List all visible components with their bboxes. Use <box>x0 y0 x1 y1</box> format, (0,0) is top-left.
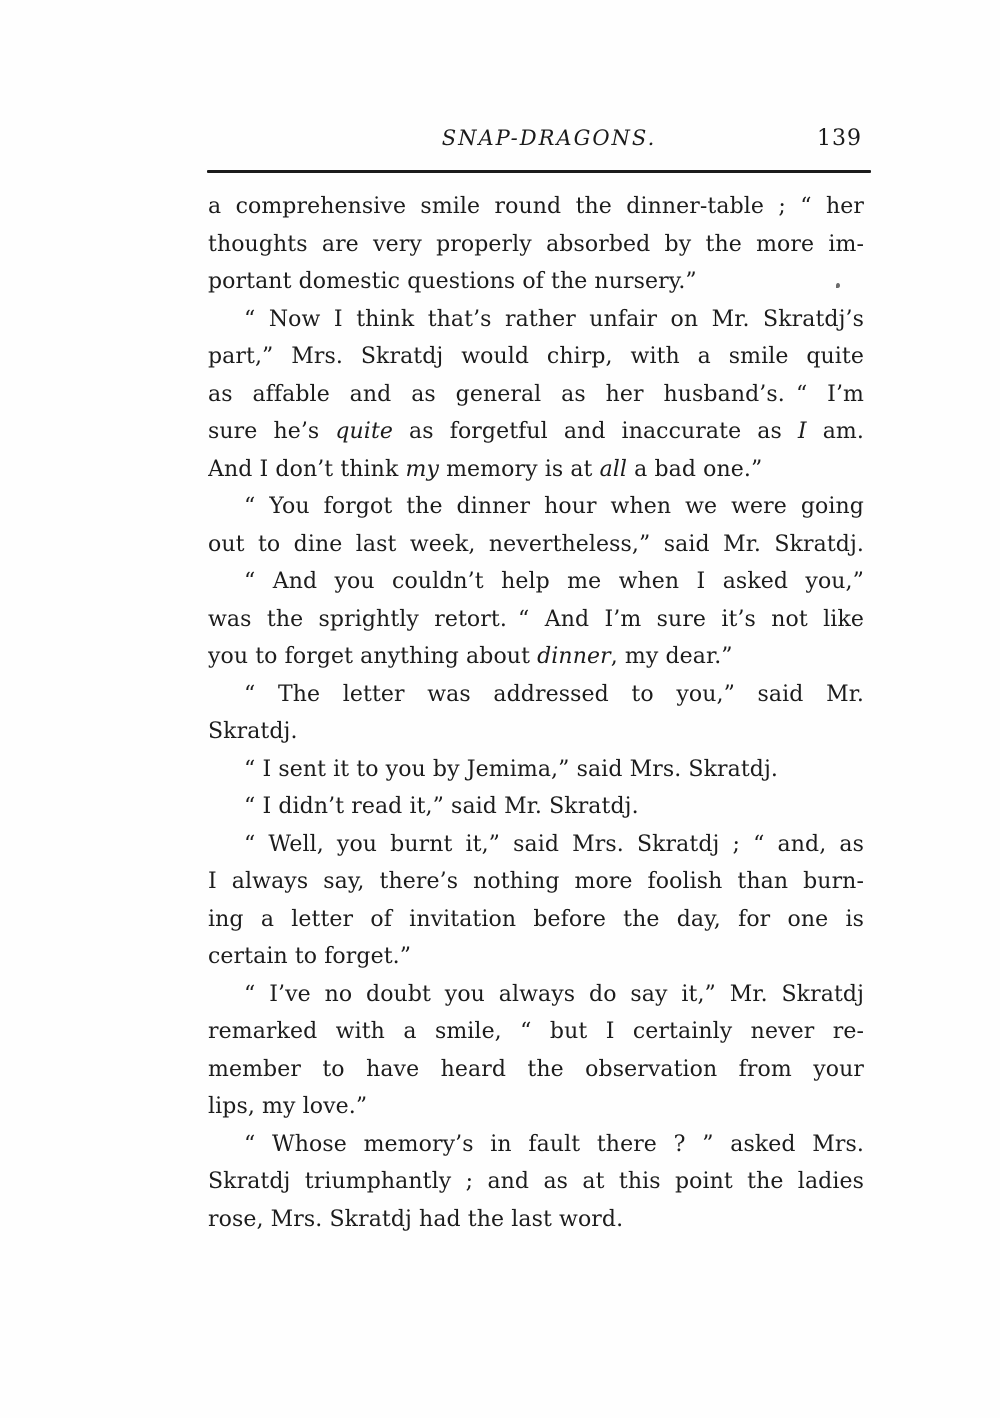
italic-text-run: my <box>405 456 439 482</box>
text-line <box>208 788 864 826</box>
text-run: portant domestic questions of the nursery.” <box>208 269 697 294</box>
text-run: you to forget anything about <box>208 644 538 669</box>
print-speck-artifact <box>836 283 840 288</box>
header-rule <box>207 170 871 173</box>
text-line <box>208 751 864 789</box>
text-run: as forgetful and inaccurate as <box>393 419 798 444</box>
text-run: “ I didn’t read it,” said Mr. Skratdj. <box>244 794 639 819</box>
text-run: lips, my love.” <box>208 1094 368 1119</box>
text-line <box>208 1051 864 1089</box>
text-line <box>208 938 864 976</box>
text-line <box>208 226 864 264</box>
text-line <box>208 976 864 1014</box>
text-run: ing a letter of invitation before the day, for one is <box>208 906 864 932</box>
text-line <box>208 263 864 301</box>
text-run: certain to forget.” <box>208 944 412 969</box>
text-run: “ And you couldn’t help me when I asked you,” <box>244 569 864 594</box>
text-run: “ Whose memory’s in fault there ? ” asked Mrs. <box>244 1131 864 1157</box>
paragraph <box>208 1126 864 1239</box>
text-line <box>208 188 864 226</box>
paragraph <box>208 563 864 676</box>
text-run: “ I’ve no doubt you always do say it,” Mr. Skratdj <box>244 981 864 1007</box>
text-run: sure he’s <box>208 419 336 444</box>
text-run: remarked with a smile, “ but I certainly never re- <box>208 1019 864 1044</box>
text-line <box>208 601 864 639</box>
text-run: a comprehensive smile round the dinner-table ; “ her <box>208 194 864 219</box>
text-run: , my dear.” <box>610 644 733 669</box>
text-line <box>208 1201 864 1239</box>
text-line <box>208 863 864 901</box>
text-line <box>208 713 864 751</box>
text-line <box>208 526 864 564</box>
text-line <box>208 638 864 676</box>
text-run: Skratdj. <box>208 719 298 744</box>
text-line <box>208 488 864 526</box>
italic-text-run: dinner <box>537 644 611 669</box>
italic-text-run: all <box>599 456 628 482</box>
text-run: “ Well, you burnt it,” said Mrs. Skratdj ; “ and, as <box>244 831 864 857</box>
text-line <box>208 826 864 864</box>
text-run: “ Now I think that’s rather unfair on Mr. Skratdj’s <box>244 306 864 332</box>
text-line <box>208 376 864 414</box>
text-run: I always say, there’s nothing more foolish than burn- <box>208 869 864 894</box>
text-line <box>208 451 864 489</box>
text-line <box>208 338 864 376</box>
text-line <box>208 563 864 601</box>
text-run: Skratdj triumphantly ; and as at this point the ladies <box>208 1169 864 1194</box>
page-number: 139 <box>817 126 862 151</box>
text-line <box>208 901 864 939</box>
text-run: And I don’t think <box>208 456 406 482</box>
text-run: “ The letter was addressed to you,” said Mr. <box>244 681 864 707</box>
italic-text-run: quite <box>335 419 394 444</box>
text-line <box>208 1163 864 1201</box>
text-run: thoughts are very properly absorbed by the more im- <box>208 231 864 257</box>
paragraph <box>208 188 864 301</box>
text-line <box>208 413 864 451</box>
text-run: was the sprightly retort. “ And I’m sure it’s not like <box>208 606 864 632</box>
paragraph <box>208 976 864 1126</box>
text-line <box>208 1013 864 1051</box>
body-text <box>208 188 864 1238</box>
paragraph <box>208 751 864 789</box>
text-run: am. <box>806 419 864 444</box>
text-run: part,” Mrs. Skratdj would chirp, with a smile quite <box>208 344 864 369</box>
paragraph <box>208 788 864 826</box>
running-title: SNAP-DRAGONS. <box>441 126 657 150</box>
paragraph <box>208 676 864 751</box>
paragraph <box>208 826 864 976</box>
text-run: rose, Mrs. Skratdj had the last word. <box>208 1206 624 1232</box>
page-header <box>208 126 862 151</box>
text-line <box>208 1088 864 1126</box>
text-run: memory is at <box>438 456 600 482</box>
text-run: a bad one.” <box>627 456 763 482</box>
paragraph <box>208 488 864 563</box>
text-line <box>208 676 864 714</box>
text-run: member to have heard the observation from your <box>208 1056 864 1082</box>
text-line <box>208 301 864 339</box>
text-run: out to dine last week, nevertheless,” said Mr. Skratdj. <box>208 531 864 557</box>
paragraph <box>208 301 864 489</box>
text-run: as affable and as general as her husband’s. “ I’m <box>208 381 864 407</box>
italic-text-run: I <box>797 419 807 444</box>
text-run: “ You forgot the dinner hour when we were going <box>244 494 864 519</box>
text-line <box>208 1126 864 1164</box>
text-run: “ I sent it to you by Jemima,” said Mrs. Skratdj. <box>244 756 778 782</box>
